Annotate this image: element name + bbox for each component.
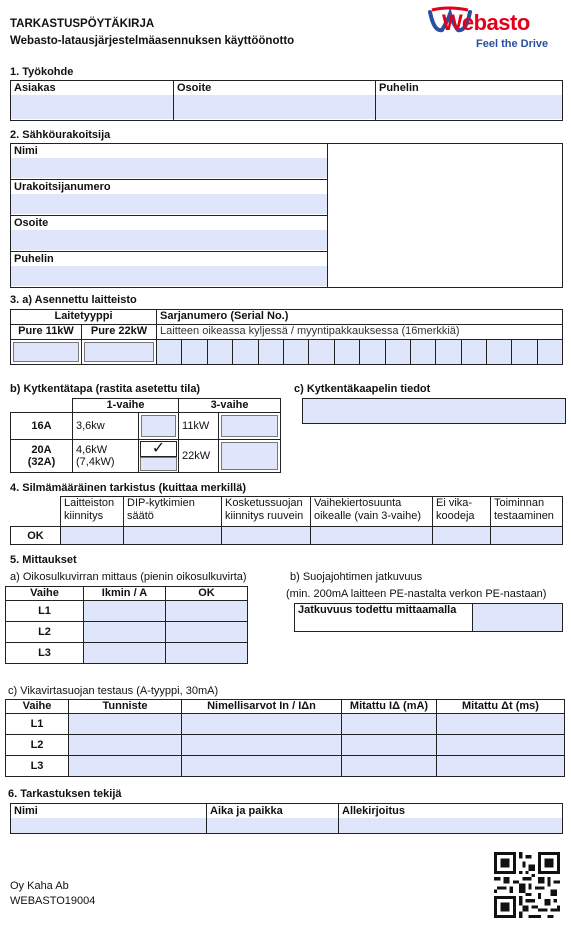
- contractor-number-input[interactable]: [11, 194, 327, 214]
- sc-l2-ikmin[interactable]: [84, 622, 166, 643]
- signature-input[interactable]: [339, 818, 562, 833]
- serial-char-box[interactable]: [334, 340, 359, 365]
- connection-table: [10, 398, 281, 473]
- rcd-l3-current[interactable]: [342, 756, 437, 777]
- customer-label: Asiakas: [14, 82, 56, 94]
- serial-char-box[interactable]: [233, 340, 258, 365]
- contractor-phone-input[interactable]: [11, 266, 327, 286]
- device-type-header: Laitetyyppi: [11, 310, 157, 325]
- check-3-6kw-cell: [139, 413, 179, 440]
- check-4-6kw-cell: [139, 440, 179, 473]
- section-5b-heading: b) Suojajohtimen jatkuvuus: [290, 571, 423, 583]
- contractor-table: [10, 143, 563, 288]
- inspection-time-place-label: Aika ja paikka: [210, 805, 283, 817]
- rcd-l3-rated[interactable]: [182, 756, 342, 777]
- inspect-errors-ok[interactable]: [433, 527, 491, 545]
- contractor-phone-cell: [11, 252, 328, 288]
- contractor-stamp-area[interactable]: [328, 144, 563, 288]
- qr-code-icon: [494, 852, 560, 918]
- contractor-name-input[interactable]: [11, 158, 327, 178]
- inspect-dip-header: [124, 497, 222, 527]
- section-5a-heading: a) Oikosulkuvirran mittaus (pienin oikosulkuvirta): [10, 571, 247, 583]
- fuse-20a-cell: [11, 440, 73, 473]
- rcd-l2-rated[interactable]: [182, 735, 342, 756]
- serial-char-box[interactable]: [207, 340, 232, 365]
- section-5c-heading: c) Vikavirtasuojan testaus (A-tyyppi, 30mA): [8, 685, 219, 697]
- inspect-errors-line2: koodeja: [436, 510, 475, 522]
- sc-l3-label: L3: [6, 643, 84, 664]
- power-4-6kw-cell: [73, 440, 139, 473]
- sc-l2-ok[interactable]: [166, 622, 248, 643]
- power-3-6kw: 3,6kw: [73, 413, 139, 440]
- check-22kw-box[interactable]: [221, 442, 278, 470]
- inspect-errors-header: [433, 497, 491, 527]
- fuse-20a: 20A: [31, 444, 52, 456]
- inspect-mounting-ok[interactable]: [61, 527, 124, 545]
- serial-hint: Laitteen oikeassa kyljessä / myyntipakkauksessa (16merkkiä): [157, 325, 563, 340]
- footer-company: Oy Kaha Ab: [10, 880, 69, 892]
- signature-cell: [339, 804, 563, 834]
- inspect-errors-line1: Ei vika-: [436, 497, 473, 509]
- rcd-l1-current[interactable]: [342, 714, 437, 735]
- check-11kw-box[interactable]: [221, 415, 278, 437]
- serial-header: Sarjanumero (Serial No.): [157, 310, 563, 325]
- serial-char-box[interactable]: [385, 340, 410, 365]
- site-address-input[interactable]: [174, 95, 375, 119]
- site-phone-label: Puhelin: [379, 82, 419, 94]
- inspect-function-line1: Toiminnan: [494, 497, 545, 509]
- inspect-cover-line1: Kosketussuojan: [225, 497, 303, 509]
- inspect-cover-header: [222, 497, 311, 527]
- three-phase-header: 3-vaihe: [179, 399, 281, 413]
- serial-char-box[interactable]: [410, 340, 435, 365]
- section-2-heading: 2. Sähköurakoitsija: [10, 129, 111, 141]
- section-3c-heading: c) Kytkentäkaapelin tiedot: [294, 383, 431, 395]
- inspect-dip-line1: DIP-kytkimien: [127, 497, 195, 509]
- sc-l2-label: L2: [6, 622, 84, 643]
- check-11kw-cell: [219, 413, 281, 440]
- inspect-cover-line2: kiinnitys ruuvein: [225, 510, 304, 522]
- model-11kw-cell: [11, 340, 82, 365]
- single-phase-header: 1-vaihe: [73, 399, 179, 413]
- inspector-name-input[interactable]: [11, 818, 206, 833]
- inspect-function-ok[interactable]: [491, 527, 563, 545]
- logo-tagline: Feel the Drive: [476, 38, 549, 50]
- rcd-l1-id[interactable]: [69, 714, 182, 735]
- fuse-16a: 16A: [11, 413, 73, 440]
- rcd-l1-rated[interactable]: [182, 714, 342, 735]
- power-4-6kw: 4,6kW: [76, 444, 108, 456]
- inspector-table: [10, 803, 563, 834]
- sc-phase-header: Vaihe: [6, 587, 84, 601]
- visual-inspection-table: [10, 496, 563, 545]
- document-subtitle: Webasto-latausjärjestelmäasennuksen käyttöönotto: [10, 35, 295, 47]
- rcd-time-header: Mitattu Δt (ms): [437, 700, 565, 714]
- rcd-l2-id[interactable]: [69, 735, 182, 756]
- inspector-name-label: Nimi: [14, 805, 38, 817]
- serial-char-box[interactable]: [537, 340, 563, 365]
- power-22kw: 22kW: [179, 440, 219, 473]
- section-6-heading: 6. Tarkastuksen tekijä: [8, 788, 122, 800]
- rcd-l3-label: L3: [6, 756, 69, 777]
- serial-char-box[interactable]: [182, 340, 207, 365]
- section-5b-note: (min. 200mA laitteen PE-nastalta verkon PE-nastaan): [286, 588, 547, 600]
- serial-char-box[interactable]: [487, 340, 512, 365]
- model-11kw: Pure 11kW: [11, 325, 82, 340]
- inspection-time-place-cell: [207, 804, 339, 834]
- customer-input[interactable]: [11, 95, 173, 119]
- rcd-current-header: Mitattu IΔ (mA): [342, 700, 437, 714]
- rcd-l3-id[interactable]: [69, 756, 182, 777]
- check-mark-icon: ✓: [151, 440, 166, 457]
- serial-char-box[interactable]: [258, 340, 283, 365]
- sc-ok-header: OK: [166, 587, 248, 601]
- inspect-phase-header: [311, 497, 433, 527]
- model-22kw-checkbox[interactable]: [84, 342, 154, 362]
- check-4-6kw-box[interactable]: [140, 441, 177, 457]
- rcd-l1-time[interactable]: [437, 714, 565, 735]
- model-22kw: Pure 22kW: [82, 325, 157, 340]
- cable-info-input[interactable]: [302, 398, 566, 424]
- inspect-function-header: [491, 497, 563, 527]
- sc-l1-ok[interactable]: [166, 601, 248, 622]
- inspect-mounting-line2: kiinnitys: [64, 510, 104, 522]
- work-site-table: [10, 80, 563, 121]
- rcd-l3-time[interactable]: [437, 756, 565, 777]
- contractor-name-label: Nimi: [14, 145, 38, 157]
- pe-continuity-table: [294, 603, 563, 632]
- contractor-number-label: Urakoitsijanumero: [14, 181, 111, 193]
- rcd-l2-time[interactable]: [437, 735, 565, 756]
- model-22kw-cell: [82, 340, 157, 365]
- section-3b-heading: b) Kytkentätapa (rastita asetettu tila): [10, 383, 201, 395]
- ok-row-label: OK: [11, 527, 61, 545]
- inspect-phase-ok[interactable]: [311, 527, 433, 545]
- rcd-phase-header: Vaihe: [6, 700, 69, 714]
- inspect-dip-line2: säätö: [127, 510, 154, 522]
- section-1-heading: 1. Työkohde: [10, 66, 74, 78]
- contractor-address-input[interactable]: [11, 230, 327, 250]
- site-address-label: Osoite: [177, 82, 212, 94]
- footer-code: WEBASTO19004: [10, 895, 96, 907]
- check-22kw-cell: [219, 440, 281, 473]
- serial-char-box[interactable]: [512, 340, 537, 365]
- sc-l1-label: L1: [6, 601, 84, 622]
- inspect-mounting-header: [61, 497, 124, 527]
- site-phone-input[interactable]: [376, 95, 562, 119]
- inspect-mounting-line1: Laitteiston: [64, 497, 115, 509]
- short-circuit-table: [5, 586, 248, 664]
- serial-char-box[interactable]: [283, 340, 308, 365]
- inspect-function-line2: testaaminen: [494, 510, 554, 522]
- logo-text: Webasto: [442, 10, 530, 35]
- sc-l1-ikmin[interactable]: [84, 601, 166, 622]
- site-address-cell: [174, 81, 376, 121]
- rcd-test-table: [5, 699, 565, 777]
- webasto-logo: [428, 6, 550, 52]
- serial-char-box[interactable]: [360, 340, 385, 365]
- rcd-l1-label: L1: [6, 714, 69, 735]
- serial-char-box[interactable]: [157, 340, 182, 365]
- signature-label: Allekirjoitus: [342, 805, 405, 817]
- document-title: TARKASTUSPÖYTÄKIRJA: [10, 18, 155, 30]
- check-3-6kw-box[interactable]: [141, 415, 176, 437]
- customer-cell: [11, 81, 174, 121]
- inspector-name-cell: [11, 804, 207, 834]
- rcd-id-header: Tunniste: [69, 700, 182, 714]
- inspect-cover-ok[interactable]: [222, 527, 311, 545]
- fuse-32a: (32A): [27, 456, 56, 468]
- inspect-dip-ok[interactable]: [124, 527, 222, 545]
- contractor-phone-label: Puhelin: [14, 253, 54, 265]
- section-5-heading: 5. Mittaukset: [10, 554, 77, 566]
- rcd-rated-header: Nimellisarvot In / IΔn: [182, 700, 342, 714]
- sc-ikmin-header: Ikmin / A: [84, 587, 166, 601]
- serial-char-box[interactable]: [309, 340, 334, 365]
- inspect-phase-line2: oikealle (vain 3-vaihe): [314, 510, 421, 522]
- contractor-address-label: Osoite: [14, 217, 49, 229]
- rcd-l2-current[interactable]: [342, 735, 437, 756]
- serial-char-box[interactable]: [461, 340, 486, 365]
- pe-continuity-input[interactable]: [473, 604, 563, 632]
- contractor-name-cell: [11, 144, 328, 180]
- pe-continuity-label: Jatkuvuus todettu mittaamalla: [295, 604, 473, 632]
- contractor-address-cell: [11, 216, 328, 252]
- section-4-heading: 4. Silmämääräinen tarkistus (kuittaa merkillä): [10, 482, 246, 494]
- contractor-number-cell: [11, 180, 328, 216]
- inspection-time-place-input[interactable]: [207, 818, 338, 833]
- serial-char-box[interactable]: [436, 340, 461, 365]
- sc-l3-ok[interactable]: [166, 643, 248, 664]
- inspect-phase-line1: Vaihekiertosuunta: [314, 497, 402, 509]
- rcd-l2-label: L2: [6, 735, 69, 756]
- check-7-4kw-box[interactable]: [140, 457, 177, 471]
- power-7-4kw: (7,4kW): [76, 456, 115, 468]
- power-11kw: 11kW: [179, 413, 219, 440]
- section-3a-heading: 3. a) Asennettu laitteisto: [10, 294, 137, 306]
- model-11kw-checkbox[interactable]: [13, 342, 79, 362]
- site-phone-cell: [376, 81, 563, 121]
- device-table: [10, 309, 563, 365]
- sc-l3-ikmin[interactable]: [84, 643, 166, 664]
